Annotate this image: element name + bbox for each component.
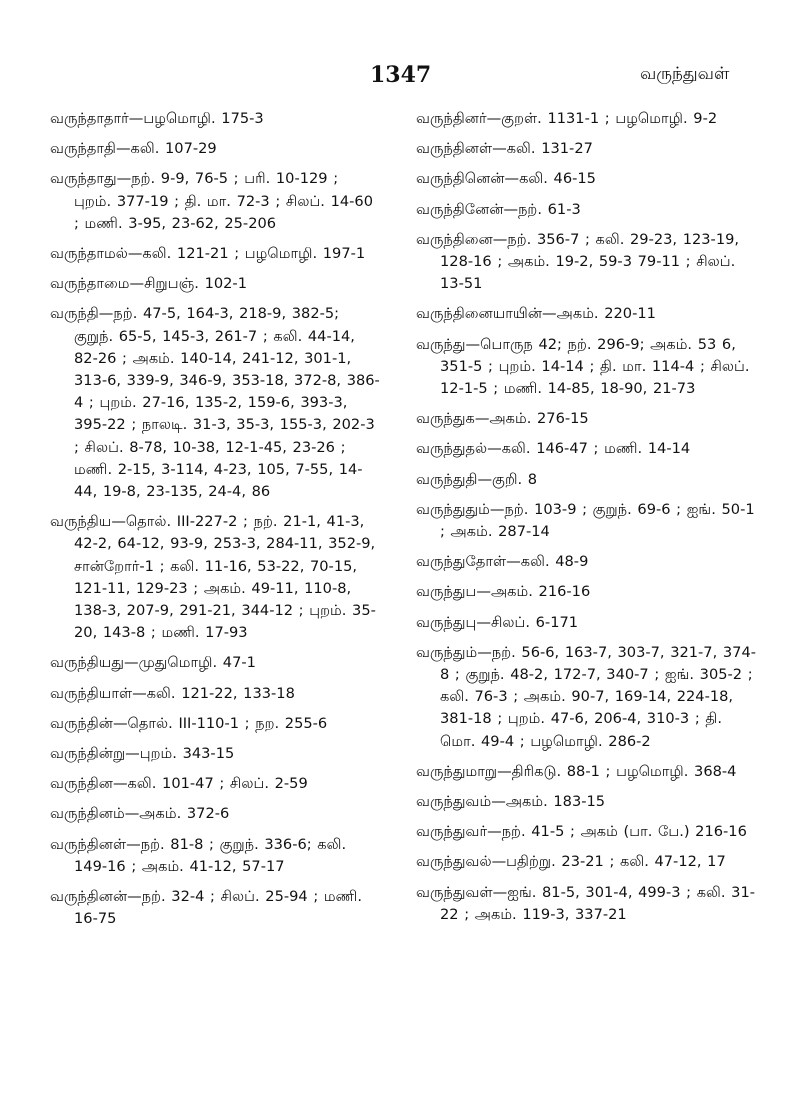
index-entry: வருந்துதல்—கலி. 146-47 ; மணி. 14-14 [416, 440, 691, 458]
index-entry: வருந்துபு—சிலப். 6-171 [416, 613, 579, 631]
index-entry: வருந்திய—தொல். III-227-2 ; நற். 21-1, 41-3, 42-2, 64-12, 93-9, 253-3, 284-11, 352-9, சான்றோர்-1 ; கலி. 11-16, 53-22, 70-15, 121-11, 129-23 ; அகம். 49-11, 110-8, 138-3, 207-9, 291-21, 344-12 ; புறம். 35-20, 143-8 ; மணி. 17-93 [50, 513, 376, 642]
index-entry: வருந்தினர்—குறள். 1131-1 ; பழமொழி. 9-2 [416, 110, 718, 127]
index-entry: வருந்துதும்—நற். 103-9 ; குறுந். 69-6 ; ஐங். 50-1 ; அகம். 287-14 [416, 500, 755, 541]
left-column [50, 108, 380, 939]
index-entry: வருந்துவர்—நற். 41-5 ; அகம் (பா. பே.) 216-16 [416, 823, 747, 841]
index-entry: வருந்துக—அகம். 276-15 [416, 410, 589, 428]
index-entry: வருந்துமாறு—திரிகடு. 88-1 ; பழமொழி. 368-4 [416, 762, 737, 780]
index-entry: வருந்தினை—நற். 356-7 ; கலி. 29-23, 123-19, 128-16 ; அகம். 19-2, 59-3 79-11 ; சிலப். 13-51 [416, 230, 740, 293]
index-entry: வருந்தி—நற். 47-5, 164-3, 218-9, 382-5; குறுந். 65-5, 145-3, 261-7 ; கலி. 44-14, 82-26 ; அகம். 140-14, 241-12, 301-1, 313-6, 339-9, 346-9, 353-18, 372-8, 386-4 ; புறம். 27-16, 135-2, 159-6, 393-3, 395-22 ; நாலடி. 31-3, 35-3, 155-3, 202-3 ; சிலப். 8-78, 10-38, 12-1-45, 23-26 ; மணி. 2-15, 3-114, 4-23, 105, 7-55, 14-44, 19-8, 23-135, 24-4, 86 [50, 305, 380, 501]
index-entry: வருந்தாமை—சிறுபஞ். 102-1 [50, 275, 247, 293]
index-entry: வருந்தினென்—கலி. 46-15 [416, 170, 596, 188]
index-entry: வருந்துதோள்—கலி. 48-9 [416, 553, 589, 571]
index-entry: வருந்துவம்—அகம். 183-15 [416, 793, 606, 811]
index-entry: வருந்தின—கலி. 101-47 ; சிலப். 2-59 [50, 775, 308, 793]
index-entry: வருந்தினையாயின்—அகம். 220-11 [416, 305, 656, 323]
running-head: வருந்துவள் [640, 64, 730, 84]
index-entry: வருந்தும்—நற். 56-6, 163-7, 303-7, 321-7, 374-8 ; குறுந். 48-2, 172-7, 340-7 ; ஐங். 305-2 ; கலி. 76-3 ; அகம். 90-7, 169-14, 224-18, 381-18 ; புறம். 47-6, 206-4, 310-3 ; தி. மொ. 49-4 ; பழமொழி. 286-2 [416, 643, 756, 750]
index-entry: வருந்தினன்—நற். 32-4 ; சிலப். 25-94 ; மணி. 16-75 [50, 888, 362, 928]
index-entry: வருந்து—பொருந 42; நற். 296-9; அகம். 53 6, 351-5 ; புறம். 14-14 ; தி. மா. 114-4 ; சிலப். 12-1-5 ; மணி. 14-85, 18-90, 21-73 [416, 335, 750, 398]
index-entry: வருந்துதி—குறி. 8 [416, 470, 538, 488]
index-entry: வருந்துவல்—பதிற்று. 23-21 ; கலி. 47-12, 17 [416, 853, 726, 871]
index-entry: வருந்தாமல்—கலி. 121-21 ; பழமொழி. 197-1 [50, 245, 366, 263]
index-entry: வருந்தாது—நற். 9-9, 76-5 ; பரி. 10-129 ; புறம். 377-19 ; தி. மா. 72-3 ; சிலப். 14-60 ; மணி. 3-95, 23-62, 25-206 [50, 170, 373, 232]
page-header [0, 62, 800, 98]
index-entry: வருந்தின்—தொல். III-110-1 ; நற. 255-6 [50, 714, 328, 732]
index-entry: வருந்தியாள்—கலி. 121-22, 133-18 [50, 684, 295, 702]
index-entry: வருந்தினம்—அகம். 372-6 [50, 805, 230, 823]
page-number: 1347 [370, 62, 432, 88]
index-entry: வருந்தினள்—நற். 81-8 ; குறுந். 336-6; கலி. 149-16 ; அகம். 41-12, 57-17 [50, 835, 347, 875]
index-entry: வருந்தாதி—கலி. 107-29 [50, 140, 217, 158]
index-entry: வருந்துப—அகம். 216-16 [416, 583, 591, 601]
index-entry: வருந்தியது—முதுமொழி. 47-1 [50, 654, 256, 672]
index-entry: வருந்துவள்—ஐங். 81-5, 301-4, 499-3 ; கலி. 31-22 ; அகம். 119-3, 337-21 [416, 883, 756, 923]
index-entry: வருந்தினேன்—நற். 61-3 [416, 200, 581, 218]
index-entry: வருந்தாதார்—பழமொழி. 175-3 [50, 110, 264, 127]
right-column [416, 108, 756, 934]
index-entry: வருந்தின்று—புறம். 343-15 [50, 745, 235, 763]
index-entry: வருந்தினள்—கலி. 131-27 [416, 140, 593, 158]
